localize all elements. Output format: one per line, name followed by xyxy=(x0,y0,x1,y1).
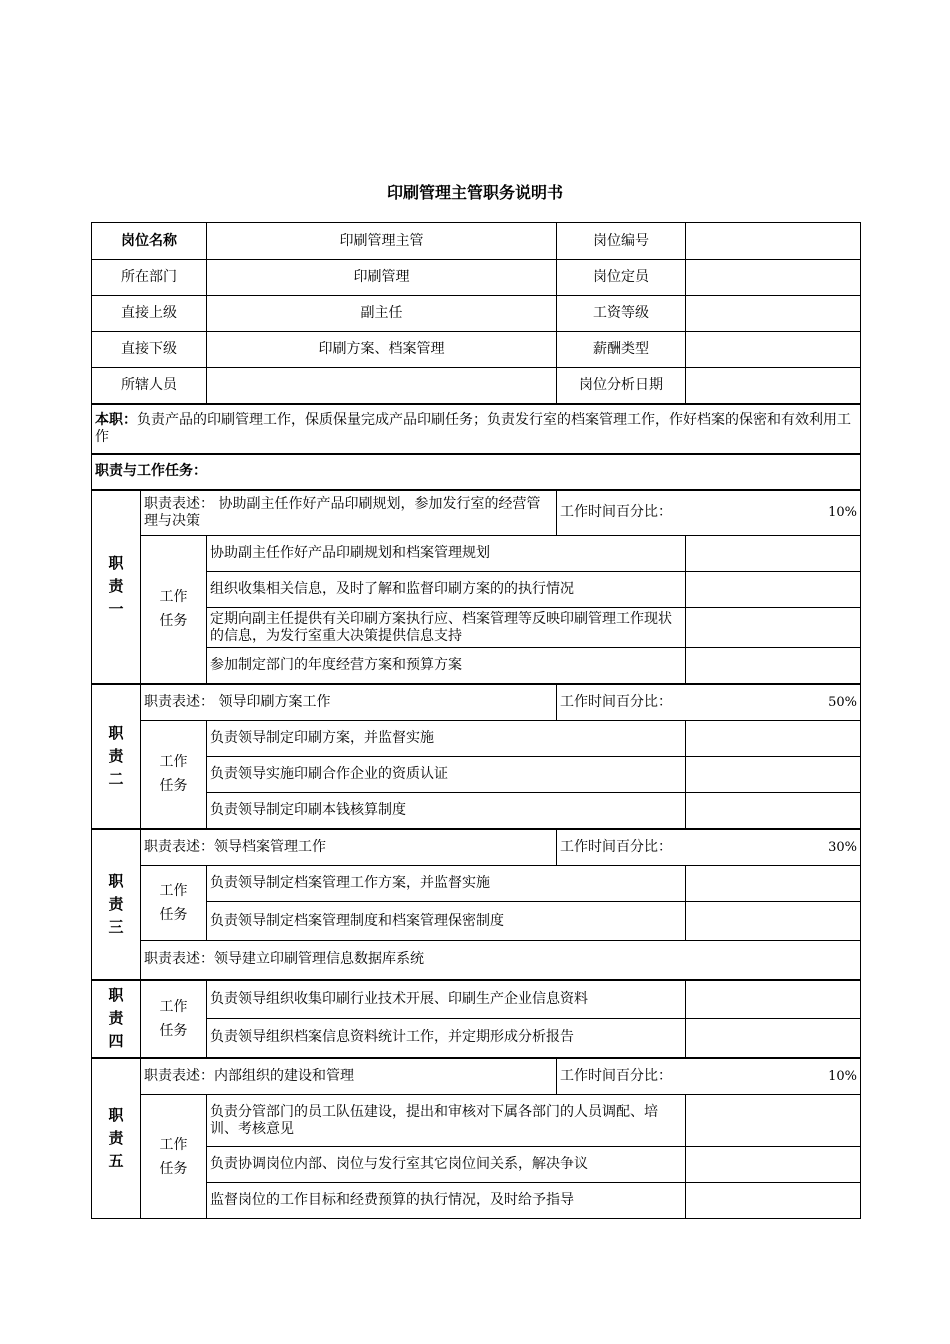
responsibility-2-pct-cell xyxy=(557,684,861,721)
responsibility-5-task-label: 工作 任务 xyxy=(141,1095,207,1219)
task-2-3-blank xyxy=(686,793,861,829)
task-3-1: 负责领导制定档案管理工作方案，并监督实施 xyxy=(207,866,686,902)
position-name-value: 印刷管理主管 xyxy=(207,223,557,260)
subordinate-value: 印刷方案、档案管理 xyxy=(207,332,557,368)
staff-label: 所辖人员 xyxy=(92,368,207,404)
responsibility-5-pct-cell xyxy=(557,1058,861,1095)
responsibility-3-pct-cell xyxy=(557,829,861,866)
salary-grade-label: 工资等级 xyxy=(557,296,686,332)
responsibility-5-pct: 10% xyxy=(828,1068,857,1084)
staff-value xyxy=(207,368,557,404)
responsibility-1-pct: 10% xyxy=(828,505,857,521)
pct-label: 工作时间百分比： xyxy=(560,693,672,710)
pay-type-value xyxy=(686,332,861,368)
job-description-table xyxy=(91,222,861,1219)
task-1-4: 参加制定部门的年度经营方案和预算方案 xyxy=(207,648,686,684)
responsibility-3-task-label: 工作 任务 xyxy=(141,866,207,941)
task-1-3: 定期向副主任提供有关印刷方案执行应、档案管理等反映印刷管理工作现状的信息，为发行室重大决策提供信息支持 xyxy=(207,608,686,648)
task-5-2: 负责协调岗位内部、岗位与发行室其它岗位间关系，解决争议 xyxy=(207,1147,686,1183)
task-3-1-blank xyxy=(686,866,861,902)
pct-label: 工作时间百分比： xyxy=(560,504,672,521)
salary-grade-value xyxy=(686,296,861,332)
superior-label: 直接上级 xyxy=(92,296,207,332)
responsibilities-heading: 职责与工作任务： xyxy=(92,454,861,490)
department-label: 所在部门 xyxy=(92,260,207,296)
responsibility-1-desc: 职责表述： 协助副主任作好产品印刷规划，参加发行室的经营管理与决策 xyxy=(141,490,557,536)
position-code-label: 岗位编号 xyxy=(557,223,686,260)
subordinate-label: 直接下级 xyxy=(92,332,207,368)
task-2-2-blank xyxy=(686,757,861,793)
position-name-label: 岗位名称 xyxy=(92,223,207,260)
task-4-1: 负责领导组织收集印刷行业技术开展、印刷生产企业信息资料 xyxy=(207,980,686,1019)
responsibility-2-desc: 职责表述： 领导印刷方案工作 xyxy=(141,684,557,721)
responsibility-1-label: 职 责 一 xyxy=(92,490,141,684)
analysis-date-value xyxy=(686,368,861,404)
responsibility-2-task-label: 工作 任务 xyxy=(141,721,207,829)
task-4-2-blank xyxy=(686,1019,861,1058)
task-1-1: 协助副主任作好产品印刷规划和档案管理规划 xyxy=(207,536,686,572)
task-2-3: 负责领导制定印刷本钱核算制度 xyxy=(207,793,686,829)
task-5-3-blank xyxy=(686,1183,861,1219)
responsibility-2-pct: 50% xyxy=(828,694,857,710)
task-1-2-blank xyxy=(686,572,861,608)
task-2-1: 负责领导制定印刷方案，并监督实施 xyxy=(207,721,686,757)
superior-value: 副主任 xyxy=(207,296,557,332)
task-5-3: 监督岗位的工作目标和经费预算的执行情况，及时给予指导 xyxy=(207,1183,686,1219)
headcount-label: 岗位定员 xyxy=(557,260,686,296)
responsibility-1-pct-cell xyxy=(557,490,861,536)
responsibility-5-label: 职 责 五 xyxy=(92,1058,141,1219)
duty-cell xyxy=(92,404,861,454)
duty-text: 负责产品的印刷管理工作，保质保量完成产品印刷任务；负责发行室的档案管理工作，作好档案的保密和有效利用工作 xyxy=(95,411,851,445)
responsibility-1-task-label: 工作 任务 xyxy=(141,536,207,684)
responsibility-4-task-label: 工作 任务 xyxy=(141,980,207,1058)
responsibility-3-extra-desc: 职责表述：领导建立印刷管理信息数据库系统 xyxy=(141,941,861,980)
pay-type-label: 薪酬类型 xyxy=(557,332,686,368)
responsibility-3-label: 职 责 三 xyxy=(92,829,141,980)
department-value: 印刷管理 xyxy=(207,260,557,296)
task-3-2: 负责领导制定档案管理制度和档案管理保密制度 xyxy=(207,902,686,941)
responsibility-2-label: 职 责 二 xyxy=(92,684,141,829)
task-1-1-blank xyxy=(686,536,861,572)
task-2-2: 负责领导实施印刷合作企业的资质认证 xyxy=(207,757,686,793)
document-title: 印刷管理主管职务说明书 xyxy=(386,183,563,202)
task-5-1: 负责分管部门的员工队伍建设，提出和审核对下属各部门的人员调配、培训、考核意见 xyxy=(207,1095,686,1147)
task-3-2-blank xyxy=(686,902,861,941)
headcount-value xyxy=(686,260,861,296)
task-4-1-blank xyxy=(686,980,861,1019)
responsibility-4-label: 职 责 四 xyxy=(92,980,141,1058)
position-code-value xyxy=(686,223,861,260)
responsibility-5-desc: 职责表述：内部组织的建设和管理 xyxy=(141,1058,557,1095)
responsibility-3-desc: 职责表述：领导档案管理工作 xyxy=(141,829,557,866)
analysis-date-label: 岗位分析日期 xyxy=(557,368,686,404)
duty-label: 本职： xyxy=(95,411,137,428)
pct-label: 工作时间百分比： xyxy=(560,838,672,855)
task-5-1-blank xyxy=(686,1095,861,1147)
task-1-3-blank xyxy=(686,608,861,648)
task-1-2: 组织收集相关信息，及时了解和监督印刷方案的的执行情况 xyxy=(207,572,686,608)
task-4-2: 负责领导组织档案信息资料统计工作，并定期形成分析报告 xyxy=(207,1019,686,1058)
responsibility-3-pct: 30% xyxy=(828,839,857,855)
task-2-1-blank xyxy=(686,721,861,757)
task-1-4-blank xyxy=(686,648,861,684)
pct-label: 工作时间百分比： xyxy=(560,1067,672,1084)
task-5-2-blank xyxy=(686,1147,861,1183)
